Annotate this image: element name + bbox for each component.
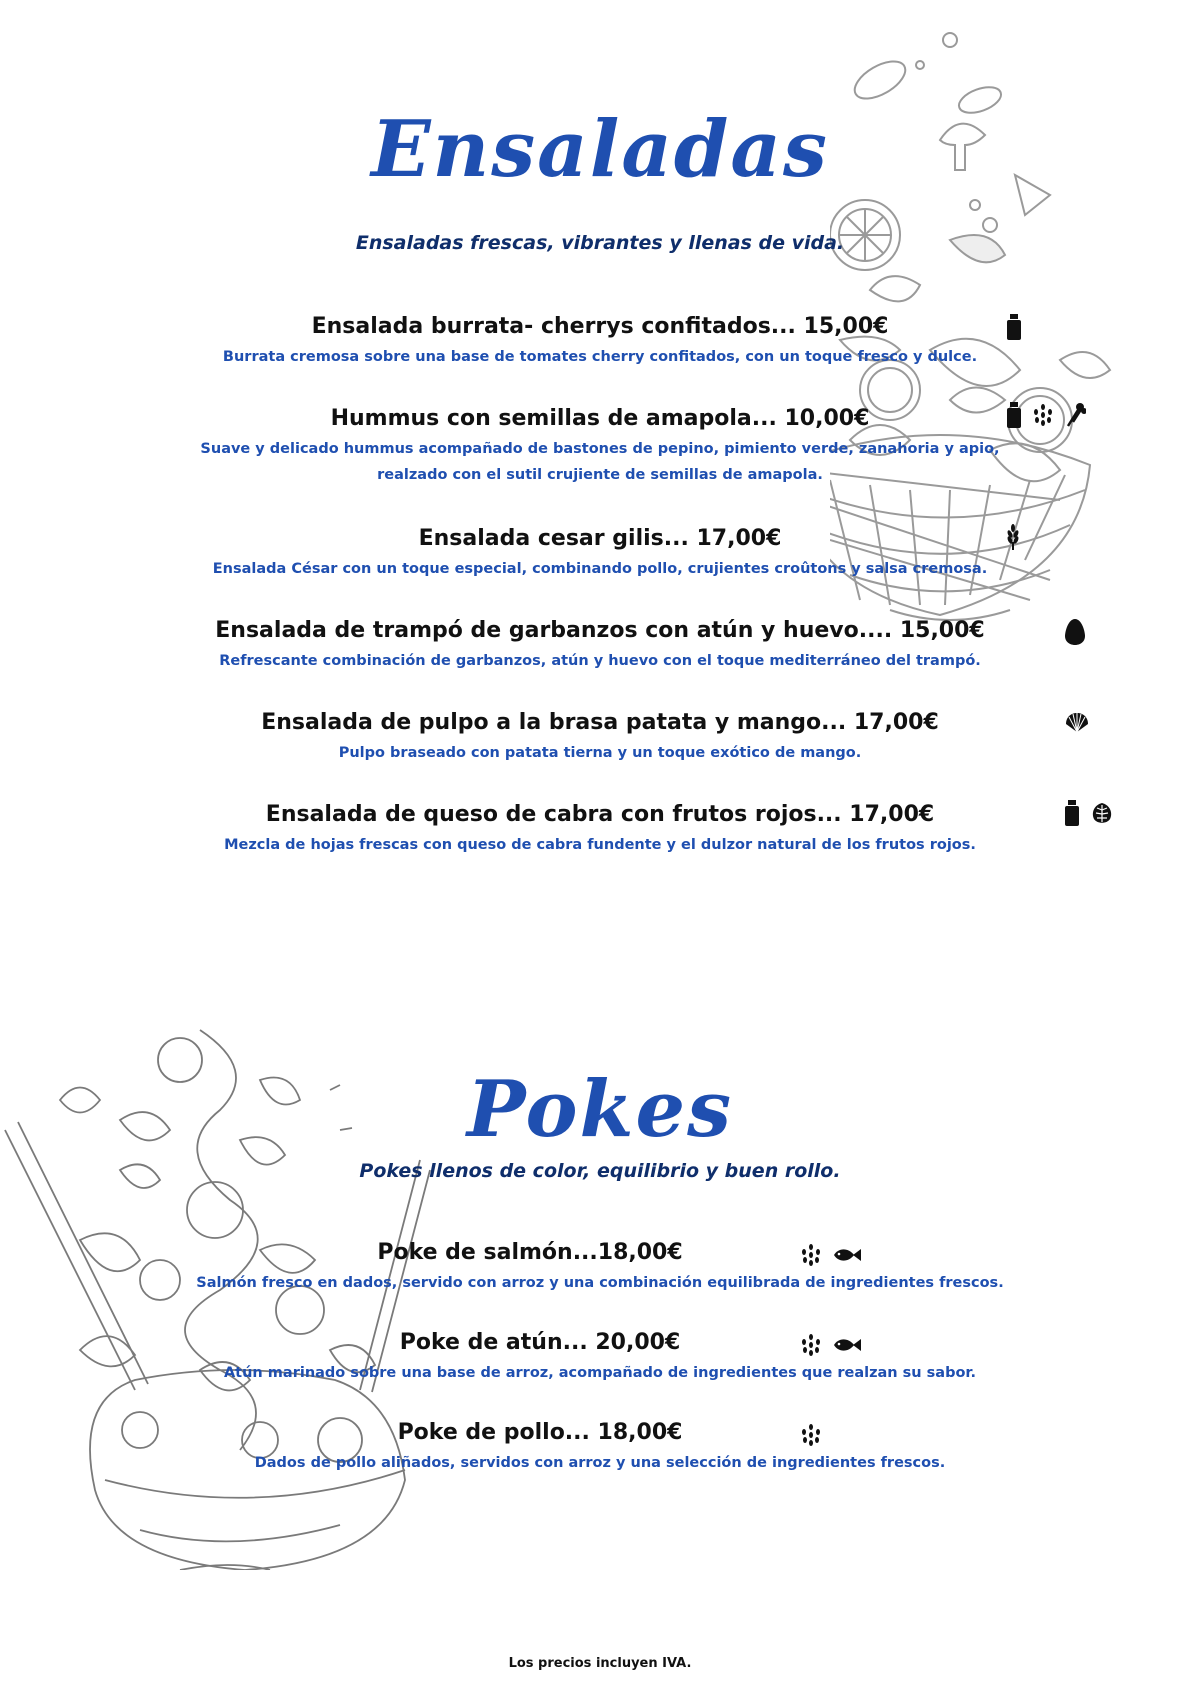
menu-item [0,708,1200,766]
allergen-icons [800,1334,862,1356]
item-name: Ensalada de queso de cabra con frutos rojos... 17,00€ [265,802,935,827]
salads-tagline: Ensaladas frescas, vibrantes y llenas de vida. [355,232,845,254]
menu-item [0,1238,1130,1296]
item-name: Ensalada cesar gilis... 17,00€ [418,526,782,551]
allergen-icons [800,1424,822,1446]
allergen-icons [1006,402,1086,428]
dairy-icon [1006,402,1022,428]
allergen-icons [1006,314,1022,340]
item-description: Suave y delicado hummus acompañado de bastones de pepino, pimiento verde, zanahoria y apio, [200,441,1000,457]
item-description: Dados de pollo aliñados, servidos con arroz y una selección de ingredientes frescos. [254,1455,946,1471]
salads-title: Ensaladas [371,104,829,195]
footer-note: Los precios incluyen IVA. [508,1656,692,1671]
dairy-icon [1006,314,1022,340]
mollusc-icon [1064,712,1090,734]
dairy-icon [1064,800,1080,826]
sesame-icon [1032,404,1054,426]
item-name: Ensalada de pulpo a la brasa patata y mango... 17,00€ [261,710,939,735]
item-description-continued: realzado con el sutil crujiente de semillas de amapola. [377,467,823,483]
item-name: Ensalada de trampó de garbanzos con atún y huevo.... 15,00€ [215,618,985,643]
item-name: Poke de salmón...18,00€ [377,1240,683,1265]
allergen-icons [1006,524,1020,550]
item-name: Poke de pollo... 18,00€ [397,1420,683,1445]
item-name: Ensalada burrata- cherrys confitados... 15,00€ [311,314,889,339]
item-description: Mezcla de hojas frescas con queso de cabra fundente y el dulzor natural de los frutos rojos. [224,837,976,853]
allergen-icons [1064,618,1086,646]
sesame-icon [800,1244,822,1266]
allergen-icons [800,1244,862,1266]
pokes-title: Pokes [466,1064,734,1155]
gluten-icon [1006,524,1020,550]
item-name: Poke de atún... 20,00€ [399,1330,681,1355]
fish-icon [832,1246,862,1264]
item-description: Salmón fresco en dados, servido con arroz y una combinación equilibrada de ingredientes frescos. [196,1275,1004,1291]
egg-icon [1064,618,1086,646]
item-name: Hummus con semillas de amapola... 10,00€ [330,406,870,431]
sesame-icon [800,1424,822,1446]
pokes-tagline: Pokes llenos de color, equilibrio y buen rollo. [359,1160,841,1182]
menu-item [0,616,1200,674]
menu-item [0,1418,1140,1476]
nuts-icon [1090,801,1114,825]
menu-item [0,1328,1140,1386]
allergen-icons [1064,800,1114,826]
item-description: Ensalada César con un toque especial, combinando pollo, crujientes croûtons y salsa cremosa. [212,561,988,577]
sesame-icon [800,1334,822,1356]
item-description: Burrata cremosa sobre una base de tomates cherry confitados, con un toque fresco y dulce. [222,349,978,365]
allergen-icons [1064,712,1090,734]
fish-icon [832,1336,862,1354]
menu-item [0,800,1200,858]
item-description: Refrescante combinación de garbanzos, atún y huevo con el toque mediterráneo del trampó. [219,653,981,669]
celery-icon [1064,402,1086,428]
item-description: Atún marinado sobre una base de arroz, acompañado de ingredientes que realzan su sabor. [223,1365,977,1381]
menu-item [0,524,1200,582]
item-description: Pulpo braseado con patata tierna y un toque exótico de mango. [338,745,862,761]
